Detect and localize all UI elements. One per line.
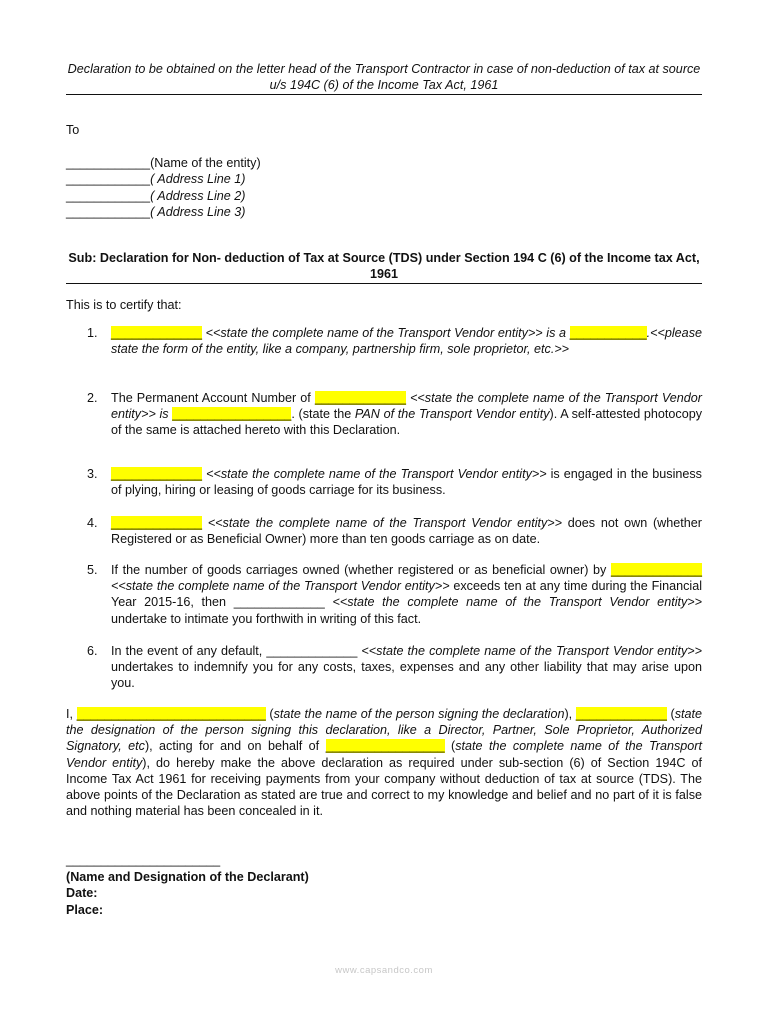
- subject-heading: Sub: Declaration for Non- deduction of Tax at Source (TDS) under Section 194 C (6) of the Income tax Act, 1961: [66, 250, 702, 284]
- declarant-label: (Name and Designation of the Declarant): [66, 869, 309, 884]
- fill-blank: _____________: [575, 707, 667, 721]
- fill-blank: _____________: [111, 467, 203, 481]
- certify-intro: This is to certify that:: [66, 298, 182, 312]
- list-item: 1. _____________ <<state the complete name of the Transport Vendor entity>> is a ___________.<<please state the form of the entity, like a company, partnership firm, sole proprietor, etc.>>: [87, 326, 702, 357]
- to-label: To: [66, 123, 80, 137]
- address-line-2: ____________( Address Line 2): [66, 188, 246, 203]
- list-item: 2. The Permanent Account Number of _____________ <<state the complete name of the Transport Vendor entity>> is _________________. (state the PAN of the Transport Vendor entity). A self-attested photocopy of the same is attached hereto with this Declaration.: [87, 391, 703, 438]
- place-label: Place:: [66, 902, 104, 917]
- declaration-paragraph: I, ___________________________ (state the name of the person signing the declaration), _____________ (state the designation of the person signing this declaration, like a Director, Partner, Sole Proprietor, Authorized Signatory, etc), acting for and on behalf of _________________ (state the complete name of the Transport Vendor entity), do hereby make the above declaration as required under sub-section (6) of Section 194C of Income Tax Act 1961 for receiving payments from your company without deduction of tax at source (TDS). The above points of the Declaration as stated are true and correct to my knowledge and belief and no part of it is false and nothing material has been concealed in it.: [66, 707, 703, 819]
- entity-name-line: ____________(Name of the entity): [66, 155, 261, 170]
- fill-blank: _____________: [266, 644, 358, 658]
- watermark: www.capsandco.com: [335, 965, 433, 976]
- fill-blank: _____________: [610, 563, 702, 577]
- fill-blank: ___________: [569, 326, 647, 340]
- fill-blank: ___________________________: [76, 707, 266, 721]
- list-item: 5. If the number of goods carriages owned (whether registered or as beneficial owner) by _____________ <<state the complete name of the Transport Vendor entity>> exceeds ten at any time during the Financial Year 2015-16, then _____________ <<state the complete name of the Transport Vendor entity>> undertake to intimate you forthwith in writing of this fact.: [87, 563, 702, 626]
- date-label: Date:: [66, 886, 98, 900]
- signature-block: [66, 852, 309, 918]
- list-item: 6. In the event of any default, _____________ <<state the complete name of the Transport Vendor entity>> undertakes to indemnify you for any costs, taxes, expenses and any other liability that may arise upon you.: [87, 644, 702, 691]
- document-title: Declaration to be obtained on the letter head of the Transport Contractor in case of non-deduction of tax at source u/s 194C (6) of the Income Tax Act, 1961: [66, 61, 702, 95]
- fill-blank: _____________: [233, 595, 325, 610]
- list-item: 4. _____________ <<state the complete name of the Transport Vendor entity>> does not own (whether Registered or as Beneficial Owner) more than ten goods carriage as on date.: [87, 516, 702, 547]
- address-line-1: ____________( Address Line 1): [66, 172, 246, 186]
- fill-blank: _____________: [111, 326, 203, 340]
- fill-blank: _____________: [111, 516, 203, 530]
- fill-blank: _________________: [172, 407, 292, 422]
- fill-blank: _________________: [325, 739, 445, 754]
- signature-line: ______________________: [66, 853, 221, 867]
- recipient-block: [66, 122, 261, 221]
- fill-blank: _____________: [314, 391, 406, 405]
- list-item: 3. _____________ <<state the complete name of the Transport Vendor entity>> is engaged in the business of plying, hiring or leasing of goods carriage for its business.: [87, 467, 702, 498]
- address-line-3: ____________( Address Line 3): [66, 205, 246, 219]
